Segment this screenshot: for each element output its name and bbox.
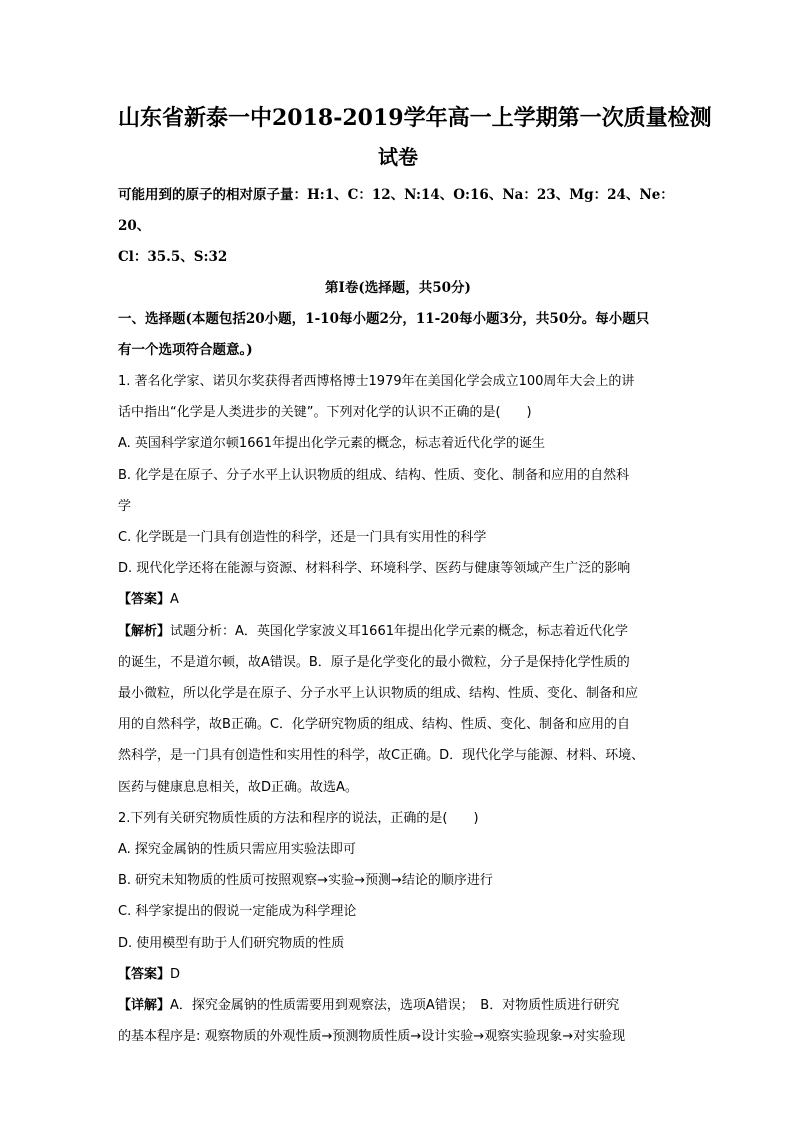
question-1-analysis: 的诞生，不是道尔顿，故A错误。B．原子是化学变化的最小微粒，分子是保持化学性质的 — [118, 654, 630, 670]
question-1-analysis: 然科学，是一门具有创造性和实用性的科学，故C正确。D．现代化学与能源、材料、环境、 — [118, 748, 645, 764]
document-title-continued: 试卷 — [378, 145, 418, 169]
question-1-analysis: 用的自然科学，故B正确。C．化学研究物质的组成、结构、性质、变化、制备和应用的自 — [118, 717, 630, 733]
question-1-option-b: B. 化学是在原子、分子水平上认识物质的组成、结构、性质、变化、制备和应用的自然科 — [118, 467, 630, 483]
document-page — [118, 98, 712, 1052]
question-2-detail: 的基本程序是: 观察物质的外观性质→预测物质性质→设计实验→观察实验现象→对实验现 — [118, 1029, 626, 1045]
section-instructions: 有一个选项符合题意。) — [118, 342, 253, 358]
question-1-stem: 1. 著名化学家、诺贝尔奖获得者西博格博士1979年在美国化学会成立100周年大会上的讲 — [118, 374, 635, 389]
atomic-masses-line: 可能用到的原子的相对原子量：H:1、C：12、N:14、O:16、Na：23、Mg：24、Ne：20、 — [118, 187, 674, 234]
question-2-stem: 2.下列有关研究物质性质的方法和程序的说法，正确的是( ) — [118, 810, 479, 826]
question-2-option-a: A. 探究金属钠的性质只需应用实验法即可 — [118, 842, 356, 858]
answer-value: A — [170, 592, 179, 608]
question-2-option-c: C. 科学家提出的假说一定能成为科学理论 — [118, 904, 357, 920]
detail-label: 【详解】 — [118, 998, 171, 1014]
section-instructions: 一、选择题(本题包括20小题，1-10每小题2分，11-20每小题3分，共50分。每小题只 — [118, 311, 650, 327]
question-1-analysis: 医药与健康息息相关，故D正确。故选A。 — [118, 779, 358, 795]
question-2-option-d: D. 使用模型有助于人们研究物质的性质 — [118, 935, 345, 951]
question-1-stem: 话中指出“化学是人类进步的关键”。下列对化学的认识不正确的是( ) — [118, 405, 532, 421]
question-2-option-b: B. 研究未知物质的性质可按照观察→实验→预测→结论的顺序进行 — [118, 873, 493, 889]
answer-label: 【答案】 — [118, 592, 171, 608]
analysis-label: 【解析】 — [118, 623, 171, 639]
answer-value: D — [170, 966, 181, 982]
question-2-answer — [118, 959, 678, 990]
question-1-option-c: C. 化学既是一门具有创造性的科学，还是一门具有实用性的科学 — [118, 530, 487, 546]
question-1-analysis: 最小微粒，所以化学是在原子、分子水平上认识物质的组成、结构、性质、变化、制备和应 — [118, 686, 639, 702]
question-1-option-b: 学 — [118, 498, 132, 514]
analysis-text: 试题分析：A．英国化学家波义耳1661年提出化学元素的概念，标志着近代化学 — [170, 623, 628, 639]
document-title: 山东省新泰一中2018-2019学年高一上学期第一次质量检测 — [118, 105, 712, 131]
section-heading: 第Ⅰ卷(选择题，共50分) — [325, 280, 471, 296]
question-1-analysis — [118, 616, 678, 647]
answer-label: 【答案】 — [118, 966, 171, 982]
question-1-option-d: D. 现代化学还将在能源与资源、材料科学、环境科学、医药与健康等领域产生广泛的影响 — [118, 561, 631, 577]
detail-text: A．探究金属钠的性质需要用到观察法，选项A错误； B．对物质性质进行研究 — [170, 998, 620, 1014]
question-1-answer — [118, 584, 678, 615]
question-2-detail — [118, 990, 678, 1021]
atomic-masses-line: Cl：35.5、S:32 — [118, 249, 228, 265]
question-1-option-a: A. 英国科学家道尔顿1661年提出化学元素的概念，标志着近代化学的诞生 — [118, 436, 546, 452]
